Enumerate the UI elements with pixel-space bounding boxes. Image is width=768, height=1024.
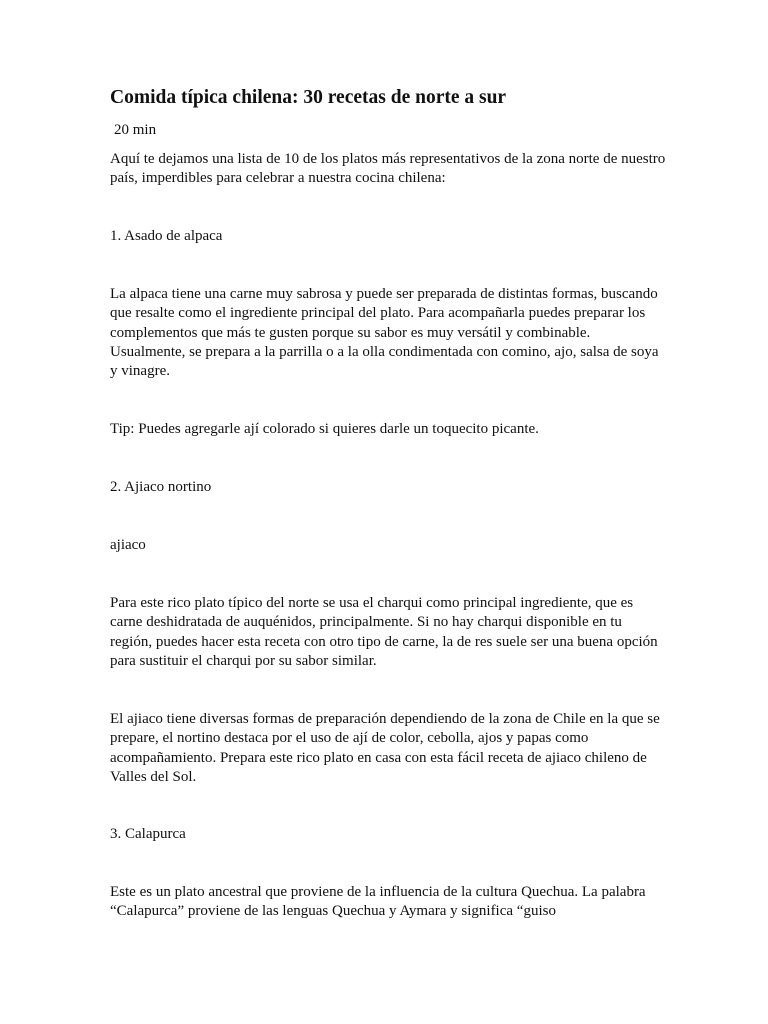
- item-2-image-alt-text: ajiaco: [110, 537, 146, 553]
- item-2-paragraph-1: Para este rico plato típico del norte se usa el charqui como principal ingrediente, que es carne deshidratada de auquénidos, principalmente. Si no hay charqui disponible en tu región, puedes hacer esta receta con otro tipo de carne, la de res suele ser una buena opción para sustituir el charqui por su sabor similar.: [110, 595, 658, 669]
- page-title: Comida típica chilena: 30 recetas de norte a sur: [110, 87, 507, 108]
- item-1-tip: Tip: Puedes agregarle ají colorado si quieres darle un toquecito picante.: [110, 421, 539, 437]
- item-2-paragraph-2: El ajiaco tiene diversas formas de preparación dependiendo de la zona de Chile en la que se prepare, el nortino destaca por el uso de ají de color, cebolla, ajos y papas como acompañamiento. Prepara este rico plato en casa con esta fácil receta de ajiaco chileno de Valles del Sol.: [110, 711, 660, 785]
- item-3-heading: 3. Calapurca: [110, 826, 186, 842]
- item-3-paragraph: Este es un plato ancestral que proviene de la influencia de la cultura Quechua. La palabra “Calapurca” proviene de las lenguas Quechua y Aymara y significa “guiso: [110, 884, 646, 920]
- item-1-paragraph: La alpaca tiene una carne muy sabrosa y puede ser preparada de distintas formas, buscando que resalte como el ingrediente principal del plato. Para acompañarla puedes preparar los complementos que más te gusten porque su sabor es muy versátil y combinable. Usualmente, se prepara a la parrilla o a la olla condimentada con comino, ajo, salsa de soya y vinagre.: [110, 286, 659, 380]
- intro-paragraph: Aquí te dejamos una lista de 10 de los platos más representativos de la zona norte de nuestro país, imperdibles para celebrar a nuestra cocina chilena:: [110, 151, 666, 187]
- item-2-heading: 2. Ajiaco nortino: [110, 479, 212, 495]
- item-1-heading: 1. Asado de alpaca: [110, 228, 223, 244]
- cook-time: 20 min: [114, 122, 157, 138]
